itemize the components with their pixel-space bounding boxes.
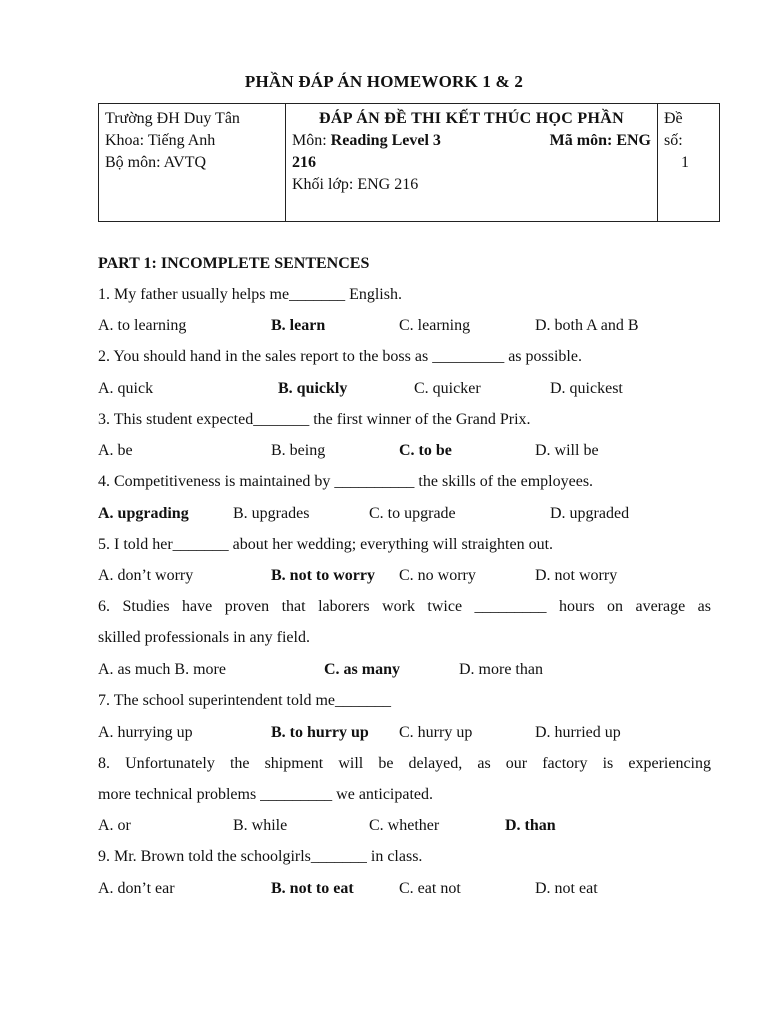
course-code-label: Mã môn: [549, 132, 613, 149]
option-a: A. don’t worry [98, 567, 194, 584]
option-a-answer: A. upgrading [98, 505, 189, 522]
subject-value: Reading Level 3 [330, 132, 441, 149]
option-c-answer: C. as many [324, 661, 401, 678]
option-d: D. not worry [535, 567, 618, 584]
option-a: A. to learning [98, 317, 187, 334]
class-line: Khối lớp: ENG 216 [292, 176, 419, 193]
department-name: Bộ môn: AVTQ [105, 154, 207, 171]
option-c: C. learning [399, 317, 471, 334]
school-name: Trường ĐH Duy Tân [105, 110, 240, 127]
option-a-b: A. as much B. more [98, 661, 226, 678]
exam-heading: ĐÁP ÁN ĐỀ THI KẾT THÚC HỌC PHẦN [319, 110, 624, 127]
option-a: A. quick [98, 380, 154, 397]
option-c: C. no worry [399, 567, 476, 584]
option-d-answer: D. than [505, 817, 556, 834]
question-8-line-2: more technical problems _________ we anticipated. [98, 786, 434, 803]
exam-number-label-2: số: [664, 132, 683, 149]
option-c: C. eat not [399, 880, 461, 897]
question-1: 1. My father usually helps me_______ English. [98, 286, 402, 303]
option-c-answer: C. to be [399, 442, 452, 459]
subject-row [292, 130, 651, 152]
school-info-cell [99, 104, 286, 222]
question-6-line-2: skilled professionals in any field. [98, 629, 310, 646]
option-b-answer: B. not to eat [271, 880, 354, 897]
part-title: PART 1: INCOMPLETE SENTENCES [98, 255, 370, 272]
option-d: D. upgraded [550, 505, 630, 522]
question-4: 4. Competitiveness is maintained by __________ the skills of the employees. [98, 473, 594, 490]
question-6-line-1: 6. Studies have proven that laborers work twice _________ hours on average as [98, 598, 711, 615]
option-d: D. quickest [550, 380, 623, 397]
option-b: B. while [233, 817, 288, 834]
option-d: D. both A and B [535, 317, 639, 334]
option-c: C. whether [369, 817, 440, 834]
option-a: A. or [98, 817, 131, 834]
course-code-value: ENG [616, 132, 651, 149]
question-5: 5. I told her_______ about her wedding; everything will straighten out. [98, 536, 554, 553]
option-b-answer: B. learn [271, 317, 326, 334]
option-c: C. to upgrade [369, 505, 456, 522]
course-code-continued: 216 [292, 154, 316, 171]
document-title: PHẦN ĐÁP ÁN HOMEWORK 1 & 2 [244, 72, 524, 91]
option-d: D. will be [535, 442, 599, 459]
course-code [550, 130, 651, 152]
question-3: 3. This student expected_______ the first winner of the Grand Prix. [98, 411, 531, 428]
question-2: 2. You should hand in the sales report to the boss as _________ as possible. [98, 348, 582, 365]
option-a: A. don’t ear [98, 880, 175, 897]
option-b: B. being [271, 442, 326, 459]
option-d: D. not eat [535, 880, 598, 897]
option-c: C. hurry up [399, 724, 473, 741]
faculty-name: Khoa: Tiếng Anh [105, 132, 216, 149]
subject [292, 130, 441, 152]
option-a: A. be [98, 442, 133, 459]
option-b-answer: B. quickly [278, 380, 348, 397]
exam-info-cell [286, 104, 658, 222]
subject-label: Môn: [292, 132, 327, 149]
option-b: B. upgrades [233, 505, 310, 522]
option-c: C. quicker [414, 380, 481, 397]
exam-number-label-1: Đề [664, 110, 683, 127]
option-b-answer: B. not to worry [271, 567, 375, 584]
option-b-answer: B. to hurry up [271, 724, 369, 741]
option-d: D. hurried up [535, 724, 621, 741]
question-7: 7. The school superintendent told me_______ [98, 692, 391, 709]
option-a: A. hurrying up [98, 724, 193, 741]
exam-number-cell [658, 104, 720, 222]
question-9: 9. Mr. Brown told the schoolgirls_______ in class. [98, 848, 423, 865]
exam-header-table [98, 103, 720, 222]
exam-number: 1 [681, 154, 689, 171]
question-8-line-1: 8. Unfortunately the shipment will be delayed, as our factory is experiencing [98, 755, 711, 772]
option-d: D. more than [459, 661, 543, 678]
